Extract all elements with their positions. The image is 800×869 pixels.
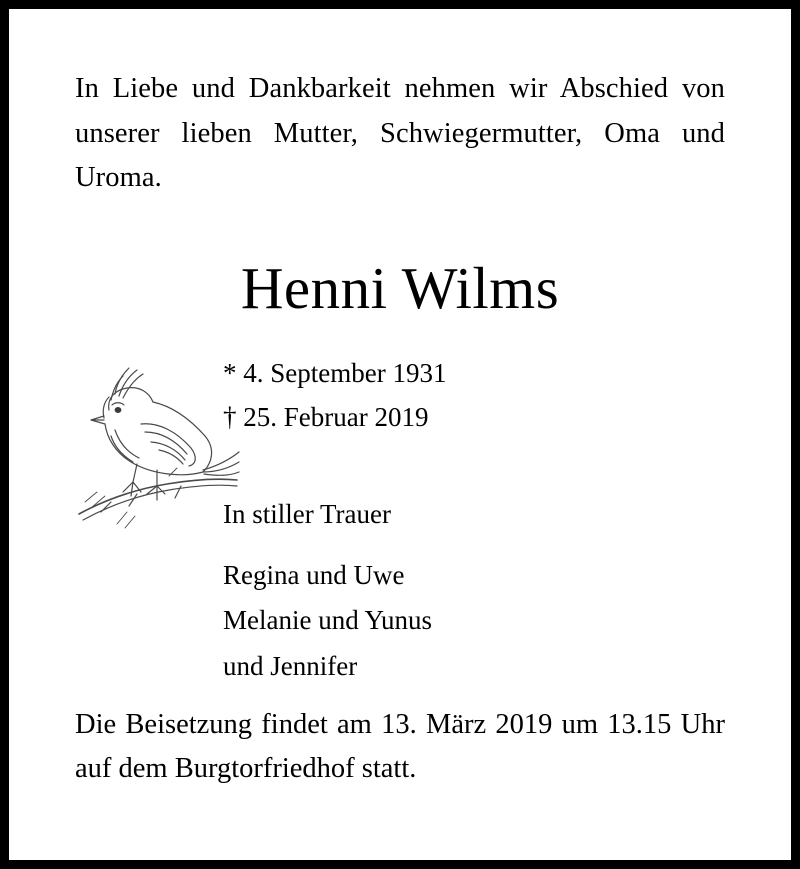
- intro-paragraph: In Liebe und Dankbarkeit nehmen wir Abschied von unserer lieben Mutter, Schwiegermutter, Oma und Uroma.: [75, 73, 725, 194]
- life-dates: [223, 352, 725, 439]
- death-date: † 25. Februar 2019: [223, 401, 429, 432]
- funeral-info: [75, 703, 725, 792]
- intro-text: [75, 67, 725, 201]
- mourning-lead: In stiller Trauer: [223, 498, 391, 529]
- birth-date: * 4. September 1931: [223, 358, 447, 389]
- mourner-item: Regina und Uwe: [223, 560, 405, 591]
- bird-sketch-icon: [71, 352, 241, 532]
- details-block: [75, 352, 725, 689]
- funeral-paragraph: Die Beisetzung findet am 13. März 2019 um 13.15 Uhr auf dem Burgtorfriedhof statt.: [75, 708, 725, 785]
- mourners-list: [223, 492, 725, 689]
- mourner-item: und Jennifer: [223, 650, 358, 681]
- deceased-name: Henni Wilms: [240, 255, 560, 322]
- obituary-content: [9, 9, 791, 860]
- mourner-item: Melanie und Yunus: [223, 605, 432, 636]
